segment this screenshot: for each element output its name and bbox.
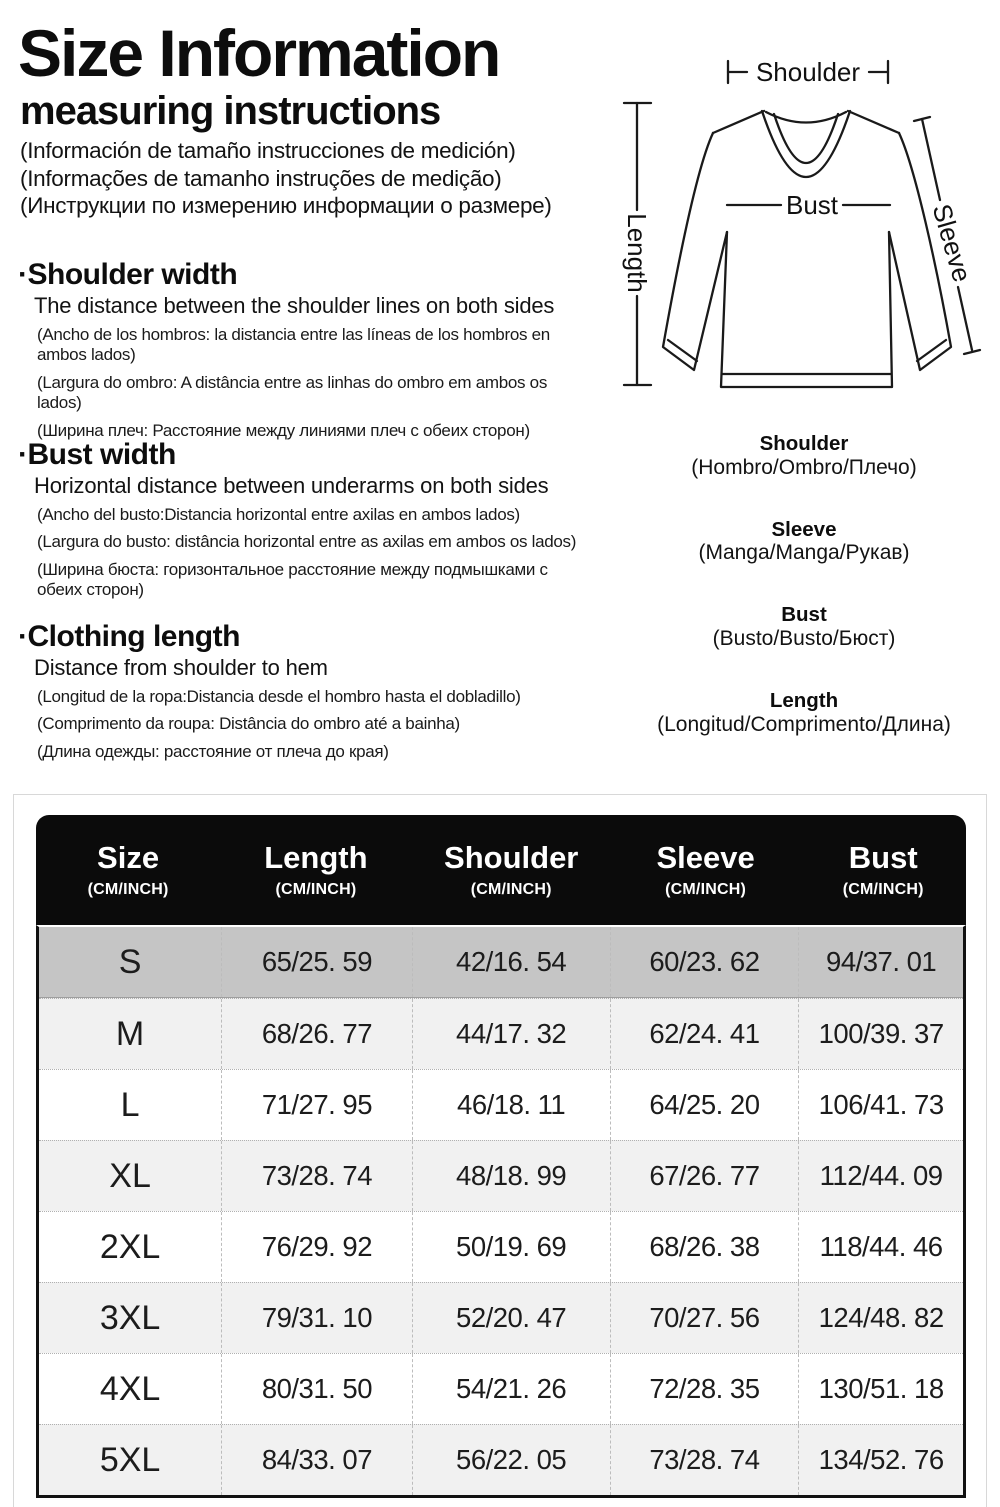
section-title: Shoulder width: [27, 258, 238, 291]
column-header-shoulder: Shoulder (CM/INCH): [444, 840, 579, 898]
glossary-translation: (Busto/Busto/Бюст): [712, 626, 896, 650]
sleeve-measure-line: [914, 117, 980, 354]
section-title: Bust width: [27, 438, 176, 471]
section-shoulder-width: [18, 258, 593, 448]
length-value: 80/31. 50: [221, 1354, 412, 1424]
bust-value: 124/48. 82: [798, 1283, 963, 1353]
table-row-2xl: [39, 1211, 963, 1282]
shirt-outline: [663, 111, 951, 387]
bust-measure-line: [727, 190, 890, 220]
section-note-ru: (Ширина плеч: Расстояние между линиями плеч с обеих сторон): [37, 420, 530, 440]
left-cuff-band: [668, 340, 697, 361]
section-description: Horizontal distance between underarms on both sides: [34, 473, 549, 498]
sleeve-value: 73/28. 74: [610, 1425, 799, 1495]
left-shoulder-seam: [713, 111, 764, 133]
right-cuff-band: [917, 340, 946, 361]
shoulder-value: 48/18. 99: [412, 1141, 610, 1211]
body-and-hem: [721, 232, 892, 387]
glossary-term: Shoulder: [759, 432, 849, 455]
glossary-translation: (Longitud/Comprimento/Длина): [657, 712, 951, 736]
shoulder-value: 54/21. 26: [412, 1354, 610, 1424]
size-value: S: [118, 942, 142, 981]
section-description: Distance from shoulder to hem: [34, 655, 328, 680]
sleeve-value: 67/26. 77: [610, 1141, 799, 1211]
size-table-body: [36, 925, 966, 1498]
bust-value: 118/44. 46: [798, 1212, 963, 1282]
bust-value: 106/41. 73: [798, 1070, 963, 1140]
length-diagram-label: Length: [622, 213, 652, 293]
sleeve-value: 68/26. 38: [610, 1212, 799, 1282]
size-value: M: [115, 1014, 145, 1053]
sleeve-value: 62/24. 41: [610, 999, 799, 1069]
length-value: 73/28. 74: [221, 1141, 412, 1211]
bust-value: 94/37. 01: [798, 927, 963, 997]
section-note-ru: (Длина одежды: расстояние от плеча до края): [37, 741, 389, 761]
sleeve-diagram-label: Sleeve: [926, 200, 978, 286]
section-note-pt: (Largura do busto: distância horizontal entre as axilas em ambos os lados): [37, 532, 577, 552]
bust-value: 134/52. 76: [798, 1425, 963, 1495]
shoulder-diagram-label: Shoulder: [755, 57, 861, 87]
section-note-es: (Ancho de los hombros: la distancia entre las líneas de los hombros en ambos lados): [37, 324, 550, 365]
length-value: 79/31. 10: [221, 1283, 412, 1353]
shoulder-measure-line: [728, 57, 888, 87]
table-row-4xl: [39, 1353, 963, 1424]
glossary-entry-sleeve: [618, 518, 990, 566]
table-row-5xl: [39, 1424, 963, 1495]
size-value: 3XL: [99, 1298, 161, 1337]
section-note-es: (Ancho del busto:Distancia horizontal entre axilas en ambos lados): [37, 504, 520, 524]
bust-value: 130/51. 18: [798, 1354, 963, 1424]
glossary-term: Bust: [781, 603, 827, 627]
size-value: 5XL: [99, 1440, 161, 1479]
section-note-pt: (Largura do ombro: A distância entre as linhas do ombro em ambos os lados): [37, 372, 548, 413]
shirt-measurement-diagram: [600, 30, 1000, 430]
table-row-xl: [39, 1140, 963, 1211]
section-note-es: (Longitud de la ropa:Distancia desde el hombro hasta el dobladillo): [37, 686, 521, 706]
section-description: The distance between the shoulder lines on both sides: [34, 293, 555, 318]
length-value: 71/27. 95: [221, 1070, 412, 1140]
size-table: [36, 815, 966, 1498]
page-title: Size Information: [18, 16, 500, 90]
length-value: 84/33. 07: [221, 1425, 412, 1495]
sleeve-value: 64/25. 20: [610, 1070, 799, 1140]
glossary-entry-shoulder: [618, 432, 990, 480]
glossary-entry-length: [618, 689, 990, 737]
glossary-translation: (Manga/Manga/Рукав): [698, 541, 910, 565]
right-shoulder-seam: [848, 111, 899, 133]
glossary-entry-bust: [618, 603, 990, 651]
page-subtitle: measuring instructions: [20, 89, 441, 134]
column-header-length: Length (CM/INCH): [264, 840, 368, 898]
left-sleeve: [663, 133, 727, 370]
length-value: 65/25. 59: [221, 927, 412, 997]
column-header-sleeve: Sleeve (CM/INCH): [656, 840, 755, 898]
size-value: XL: [109, 1156, 151, 1195]
length-value: 76/29. 92: [221, 1212, 412, 1282]
title-translation-ru: (Инструкции по измерению информации о размере): [20, 193, 552, 219]
section-bust-width: [18, 438, 593, 608]
shoulder-value: 50/19. 69: [412, 1212, 610, 1282]
glossary-term: Length: [769, 689, 839, 713]
hero-block: [18, 16, 593, 220]
bullet: ·: [18, 258, 28, 291]
section-clothing-length: [18, 620, 593, 769]
sleeve-value: 60/23. 62: [610, 927, 799, 997]
section-note-pt: (Comprimento da roupa: Distância do ombro até a bainha): [37, 714, 460, 734]
size-value: L: [120, 1085, 140, 1124]
size-value: 2XL: [99, 1227, 161, 1266]
length-value: 68/26. 77: [221, 999, 412, 1069]
collar-back-arc: [766, 112, 846, 123]
size-table-panel: [13, 794, 987, 1507]
size-value: 4XL: [99, 1369, 161, 1408]
shoulder-value: 46/18. 11: [412, 1070, 610, 1140]
measurement-glossary: [618, 432, 990, 775]
title-translation-es: (Información de tamaño instrucciones de medición): [20, 138, 516, 164]
glossary-translation: (Hombro/Ombro/Плечо): [691, 455, 917, 479]
sleeve-value: 70/27. 56: [610, 1283, 799, 1353]
glossary-term: Sleeve: [771, 517, 837, 541]
title-translation-pt: (Informações de tamanho instruções de medição): [20, 165, 502, 191]
table-row-3xl: [39, 1282, 963, 1353]
shoulder-value: 44/17. 32: [412, 999, 610, 1069]
bullet: ·: [18, 620, 28, 653]
shoulder-value: 56/22. 05: [412, 1425, 610, 1495]
sleeve-value: 72/28. 35: [610, 1354, 799, 1424]
bust-diagram-label: Bust: [785, 190, 839, 220]
section-note-ru: (Ширина бюста: горизонтальное расстояние между подмышками с обеих сторон): [37, 559, 548, 600]
table-row-l: [39, 1069, 963, 1140]
table-row-s: [39, 927, 963, 998]
section-title: Clothing length: [27, 620, 240, 653]
shoulder-value: 52/20. 47: [412, 1283, 610, 1353]
bust-value: 100/39. 37: [798, 999, 963, 1069]
bust-value: 112/44. 09: [798, 1141, 963, 1211]
column-header-size: Size (CM/INCH): [87, 840, 169, 898]
table-row-m: [39, 998, 963, 1069]
shoulder-value: 42/16. 54: [412, 927, 610, 997]
size-table-header: [36, 815, 966, 925]
bullet: ·: [18, 438, 28, 471]
column-header-bust: Bust (CM/INCH): [842, 840, 924, 898]
length-measure-line: [622, 103, 652, 385]
